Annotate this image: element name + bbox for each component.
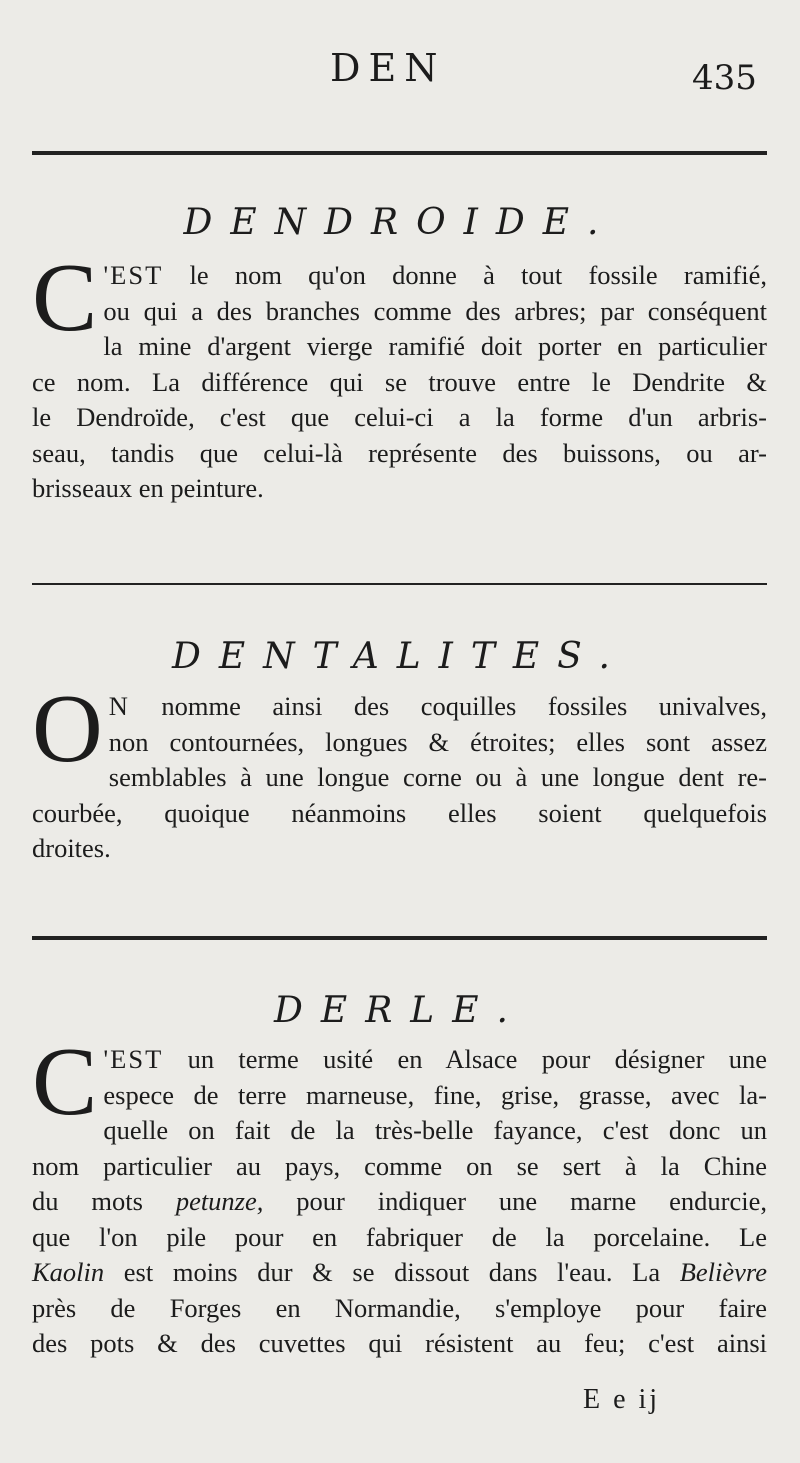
running-head: DEN — [330, 46, 446, 90]
text-line: 'EST le nom qu'on donne à tout fossile ramifié, — [103, 260, 768, 290]
text-line: 'EST un terme usité en Alsace pour désigner une — [103, 1044, 767, 1074]
text-line: courbée, quoique néanmoins elles soient quelquefois — [32, 797, 767, 828]
lead-word: N — [108, 691, 130, 721]
section-rule — [32, 583, 767, 585]
page-number: 435 — [692, 58, 757, 98]
signature-mark: E e ij — [583, 1384, 661, 1415]
entry-body-derle — [32, 1028, 768, 1362]
text-line: près de Forges en Normandie, s'employe pour faire — [32, 1292, 767, 1323]
text-line: des pots & des cuvettes qui résistent au feu; c'est ainsi — [32, 1328, 767, 1358]
text-line: du mots petunze, pour indiquer une marne endurcie, — [32, 1186, 768, 1216]
lead-word: 'EST — [103, 1044, 164, 1074]
text-line: semblables à une longue corne ou à une longue dent re- — [108, 762, 767, 792]
text-line: non contournées, longues & étroites; elles sont assez — [108, 726, 767, 757]
text-line: que l'on pile pour en fabriquer de la porcelaine. Le — [32, 1221, 767, 1252]
text-line: seau, tandis que celui-là représente des buissons, ou ar- — [32, 437, 767, 468]
entry-title-dentalites: DENTALITES. — [172, 636, 628, 677]
drop-cap: C — [32, 244, 98, 352]
entry-title-dendroide: DENDROIDE. — [183, 202, 617, 243]
header-rule — [32, 151, 767, 155]
drop-cap: O — [32, 675, 103, 783]
text-line: ou qui a des branches comme des arbres; par conséquent — [103, 295, 767, 326]
entry-body-dentalites — [32, 675, 767, 867]
text-line: N nomme ainsi des coquilles fossiles univalves, — [108, 691, 767, 721]
entry-body-dendroide — [32, 244, 768, 507]
drop-cap: C — [32, 1028, 98, 1136]
text-line: le Dendroïde, c'est que celui-ci a la forme d'un arbris- — [32, 402, 767, 432]
entry-title-derle: DERLE. — [274, 990, 526, 1031]
text-line: nom particulier au pays, comme on se sert à la Chine — [32, 1150, 767, 1181]
italic-term: petunze, — [175, 1186, 264, 1216]
text-line: ce nom. La différence qui se trouve entre le Dendrite & — [32, 366, 767, 397]
text-line: Kaolin est moins dur & se dissout dans l'eau. La Belièvre — [32, 1257, 768, 1287]
lead-word: 'EST — [103, 260, 164, 290]
text-line: brisseaux en peinture. — [32, 473, 264, 503]
text-line: la mine d'argent vierge ramifié doit porter en particulier — [103, 331, 767, 361]
italic-term: Kaolin — [32, 1257, 105, 1287]
text-line: quelle on fait de la très-belle fayance, c'est donc un — [103, 1115, 767, 1145]
section-rule — [32, 936, 767, 940]
text-line: droites. — [32, 833, 111, 863]
italic-term: Belièvre — [679, 1257, 768, 1287]
text-line: espece de terre marneuse, fine, grise, grasse, avec la- — [103, 1079, 767, 1110]
